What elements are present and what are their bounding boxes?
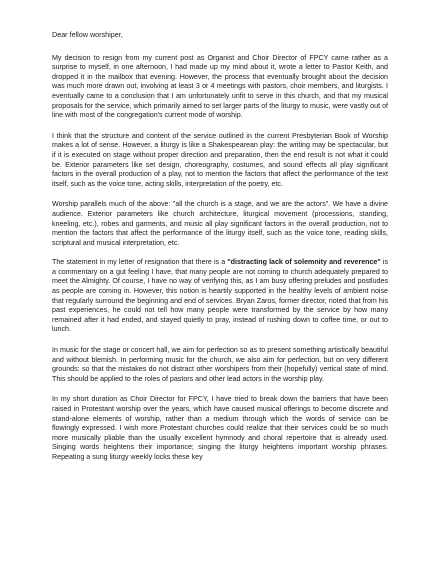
paragraph-choir-director: In my short duration as Choir Director for FPCY, I have tried to break down the barriers that have been raised in Protestant worship over the years, which have caused musical offerings to become discrete and stand-alone elements of worship, rather than a medium through which the words of service can be flowingly expressed. I wish more Protestant churches could realize that their services could be so much more musically pliable than the usually excellent hymnody and choral repertoire that is already used. Singing words heightens their importance; singing the liturgy heightens important worship phrases. Repeating a sung liturgy weekly locks these key (52, 395, 388, 461)
paragraph-solemnity-lead: The statement in my letter of resignation that there is a (52, 258, 228, 267)
paragraph-resignation-decision: My decision to resign from my current post as Organist and Choir Director of FPCY came rather as a surprise to myself, in one afternoon, I had made up my mind about it, wrote a letter to Pastor Keith, and dropped it in the mailbox that evening. However, the process that eventually brought about the decision was much more drawn out, involving at least 3 or 4 meetings with pastors, choir members, and liturgists. I eventually came to a conclusion that I am unfortunately unfit to serve in this church, and that my musical proposals for the service, which primarily aimed to set larger parts of the liturgy to music, were vastly out of line with most of the congregation's current mode of worship. (52, 53, 388, 120)
paragraph-book-of-worship: I think that the structure and content of the service outlined in the current Presbyterian Book of Worship makes a lot of sense. However, a liturgy is like a Shakespearean play: the writing may be spectacular, but if it is executed on stage without proper direction and preparation, then the end result is not what it could be. Exterior parameters like set design, choreography, costumes, and sound effects all play significant factors in the overall production of a play, not to mention the factors that affect the performance of the text itself, such as the voice tone, acting skills, interpretation of the poetry, etc. (52, 131, 388, 188)
emphasized-quote: "distracting lack of solemnity and reverence" (227, 258, 381, 267)
paragraph-solemnity (52, 258, 388, 335)
paragraph-solemnity-rest: is a commentary on a gut feeling I have, that many people are not coming to church adequately prepared to meet the Almighty. Of course, I have no way of verifying this, as I am busy offering preludes and postludes as people are coming in. However, this notion is heartily supported in the healthy levels of ambient noise that regularly surround the beginning and end of services. Bryan Zaros, former director, noted that from his past experiences, he could not tell how many people were transformed by the service by how many remained after it had ended, and stayed quietly to pray, instead of rushing down to coffee time, or out to lunch. (52, 258, 388, 334)
paragraph-worship-parallels: Worship parallels much of the above: "all the church is a stage, and we are the actors". We have a divine audience. Exterior parameters like church architecture, liturgical movement (processions, standing, kneeling, etc.), robes and garments, and music all play significant factors in the overall production, not to mention the factors that affect the performance of the liturgy itself, such as the voice tone, reading skills, scriptural and musical interpretation, etc. (52, 200, 388, 247)
paragraph-music-perfection: In music for the stage or concert hall, we aim for perfection so as to present something artistically beautiful and without blemish. In performing music for the church, we also aim for perfection, but on very different grounds: so that the mistakes do not distract other worshipers from their (hopefully) vertical state of mind. This should be applied to the roles of pastors and other lead actors in the worship play. (52, 346, 388, 383)
salutation: Dear fellow worshiper, (52, 30, 123, 39)
